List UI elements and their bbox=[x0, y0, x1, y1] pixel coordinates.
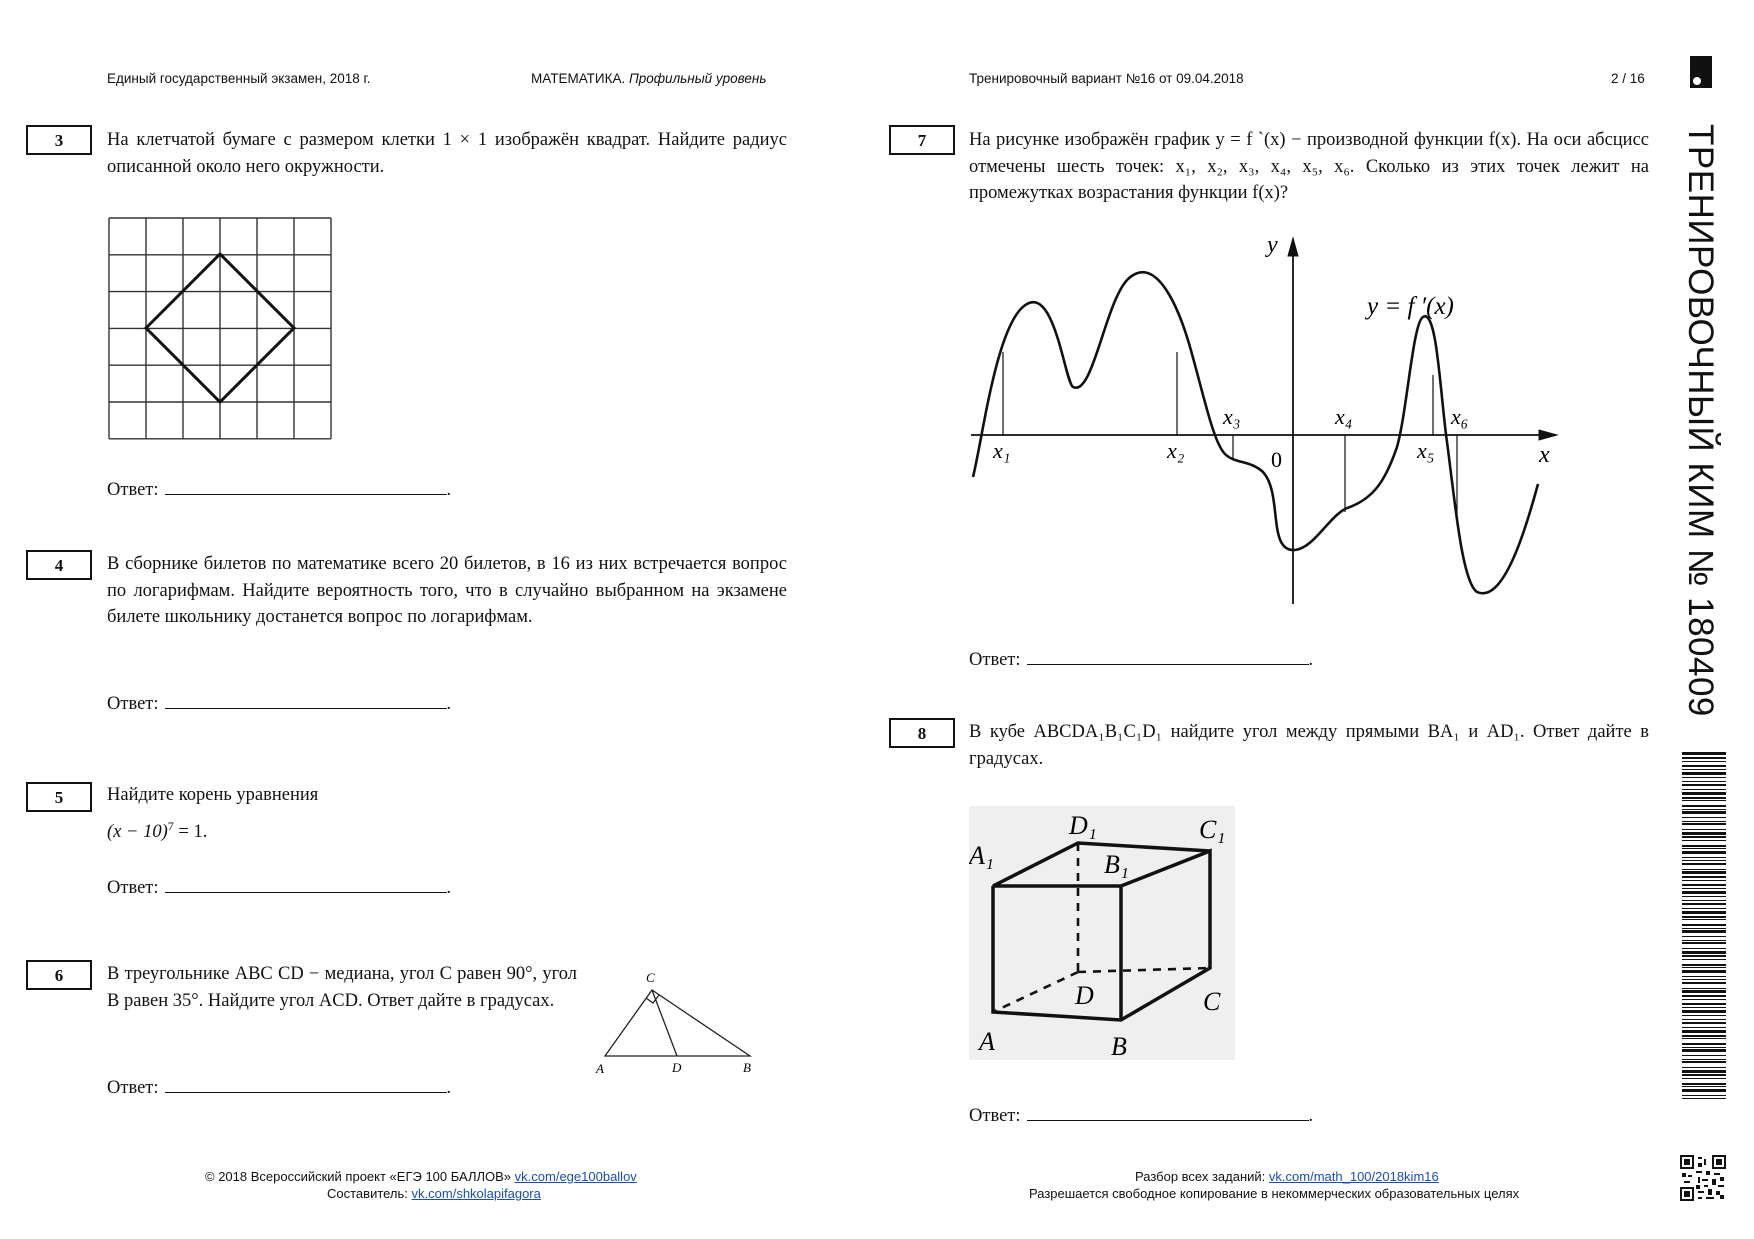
task-3-number: 3 bbox=[26, 125, 92, 155]
point-x1: x₁ bbox=[993, 438, 1011, 463]
curve-label: y = f ′(x) bbox=[1367, 293, 1454, 320]
task-3-answer: Ответ: . bbox=[107, 480, 452, 500]
answer-label: Ответ: bbox=[107, 878, 159, 898]
header-subject-name: МАТЕМАТИКА. bbox=[531, 71, 626, 86]
task-3-grid-figure bbox=[107, 216, 335, 440]
task-8-number: 8 bbox=[889, 718, 955, 748]
label-b1: B₁ bbox=[1104, 850, 1129, 879]
point-x6: x₆ bbox=[1451, 404, 1469, 429]
task-8-text: В кубе ABCDA₁B₁C₁D₁ найдите угол между прямыми BA₁ и AD₁. Ответ дайте в градусах. bbox=[969, 722, 1649, 769]
y-axis-arrow-icon bbox=[1288, 238, 1298, 256]
header-exam-title: Единый государственный экзамен, 2018 г. bbox=[107, 71, 371, 86]
task-3-text: На клетчатой бумаге с размером клетки 1 × 1 изображён квадрат. Найдите радиус описанной около него окружности. bbox=[107, 130, 787, 177]
label-c: C bbox=[1203, 987, 1221, 1016]
x-axis-arrow-icon bbox=[1539, 430, 1557, 440]
label-b: B bbox=[743, 1060, 751, 1075]
label-d: D bbox=[1075, 981, 1094, 1010]
answer-line[interactable] bbox=[165, 876, 447, 893]
task-7-number: 7 bbox=[889, 125, 955, 155]
answer-label: Ответ: bbox=[107, 1078, 159, 1098]
footer-link-math100[interactable]: vk.com/math_100/2018kim16 bbox=[1268, 1169, 1439, 1184]
label-d1: D₁ bbox=[1069, 811, 1097, 840]
task-6-text: В треугольнике ABC CD − медиана, угол C равен 90°, угол B равен 35°. Найдите угол ACD. Ответ дайте в градусах. bbox=[107, 964, 577, 1011]
header-variant: Тренировочный вариант №16 от 09.04.2018 bbox=[969, 71, 1244, 86]
corner-marker-icon bbox=[1690, 56, 1712, 88]
barcode-icon bbox=[1682, 752, 1726, 1102]
x-axis-label: x bbox=[1539, 442, 1550, 468]
point-x4: x₄ bbox=[1335, 404, 1353, 429]
answer-label: Ответ: bbox=[969, 1106, 1021, 1126]
task-5-answer: Ответ: . bbox=[107, 878, 452, 898]
derivative-curve bbox=[973, 272, 1538, 593]
label-d: D bbox=[672, 1060, 682, 1075]
side-title: ТРЕНИРОВОЧНЫЙ КИМ № 180409 bbox=[1681, 124, 1720, 717]
task-7-derivative-graph bbox=[965, 232, 1565, 612]
footer-left-line1: © 2018 Всероссийский проект «ЕГЭ 100 БАЛЛОВ» vk.com/ege100ballov bbox=[205, 1169, 637, 1184]
task-8-answer: Ответ: . bbox=[969, 1106, 1314, 1126]
task-7-answer: Ответ: . bbox=[969, 650, 1314, 670]
answer-line[interactable] bbox=[1027, 1104, 1309, 1121]
footer-link-shkolapifagora[interactable]: vk.com/shkolapifagora bbox=[411, 1186, 541, 1201]
header-page-number: 2 / 16 bbox=[1611, 71, 1645, 86]
task-5-number: 5 bbox=[26, 782, 92, 812]
task-4-text: В сборнике билетов по математике всего 20 билетов, в 16 из них встречается вопрос по логарифмам. Найдите вероятность того, что в случайно выбранном на экзамене билете школьнику достанется вопрос по логарифмам. bbox=[107, 554, 787, 627]
answer-label: Ответ: bbox=[107, 694, 159, 714]
answer-line[interactable] bbox=[165, 478, 447, 495]
label-c: C bbox=[646, 970, 655, 985]
label-a: A bbox=[596, 1061, 604, 1076]
answer-line[interactable] bbox=[1027, 648, 1309, 665]
header-subject bbox=[531, 71, 766, 86]
footer-right-line2: Разрешается свободное копирование в некоммерческих образовательных целях bbox=[1029, 1186, 1520, 1201]
label-b: B bbox=[1111, 1032, 1127, 1060]
footer-left-line2: Составитель: vk.com/shkolapifagora bbox=[327, 1186, 541, 1201]
header-level: Профильный уровень bbox=[628, 71, 767, 86]
qr-code-icon bbox=[1680, 1155, 1726, 1201]
label-a1: A₁ bbox=[969, 841, 994, 870]
answer-line[interactable] bbox=[165, 1076, 447, 1093]
y-axis-label: y bbox=[1267, 232, 1278, 258]
task-5-equation: $(x - 10)^7 = 1$. bbox=[107, 819, 208, 843]
footer-right-line1: Разбор всех заданий: vk.com/math_100/2018kim16 bbox=[1135, 1169, 1439, 1184]
point-x3: x₃ bbox=[1223, 404, 1241, 429]
origin-label: 0 bbox=[1271, 447, 1282, 472]
footer-link-ege100ballov[interactable]: vk.com/ege100ballov bbox=[514, 1169, 637, 1184]
label-c1: C₁ bbox=[1199, 815, 1226, 844]
task-5-text: Найдите корень уравнения bbox=[107, 785, 319, 805]
task-7-text: На рисунке изображён график y = f `(x) − производной функции f(x). На оси абсцисс отмечены шесть точек: x₁, x₂, x₃, x₄, x₅, x₆. Сколько из этих точек лежит на промежутках возрастания функции f(x)? bbox=[969, 130, 1649, 203]
task-4-number: 4 bbox=[26, 550, 92, 580]
answer-label: Ответ: bbox=[969, 650, 1021, 670]
task-6-answer: Ответ: . bbox=[107, 1078, 452, 1098]
point-x5: x₅ bbox=[1417, 438, 1435, 463]
answer-line[interactable] bbox=[165, 692, 447, 709]
task-4-answer: Ответ: . bbox=[107, 694, 452, 714]
task-6-triangle-figure bbox=[590, 965, 765, 1080]
answer-label: Ответ: bbox=[107, 480, 159, 500]
label-a: A bbox=[979, 1027, 995, 1056]
task-8-cube-figure bbox=[969, 806, 1235, 1060]
point-x2: x₂ bbox=[1167, 438, 1185, 463]
task-6-number: 6 bbox=[26, 960, 92, 990]
